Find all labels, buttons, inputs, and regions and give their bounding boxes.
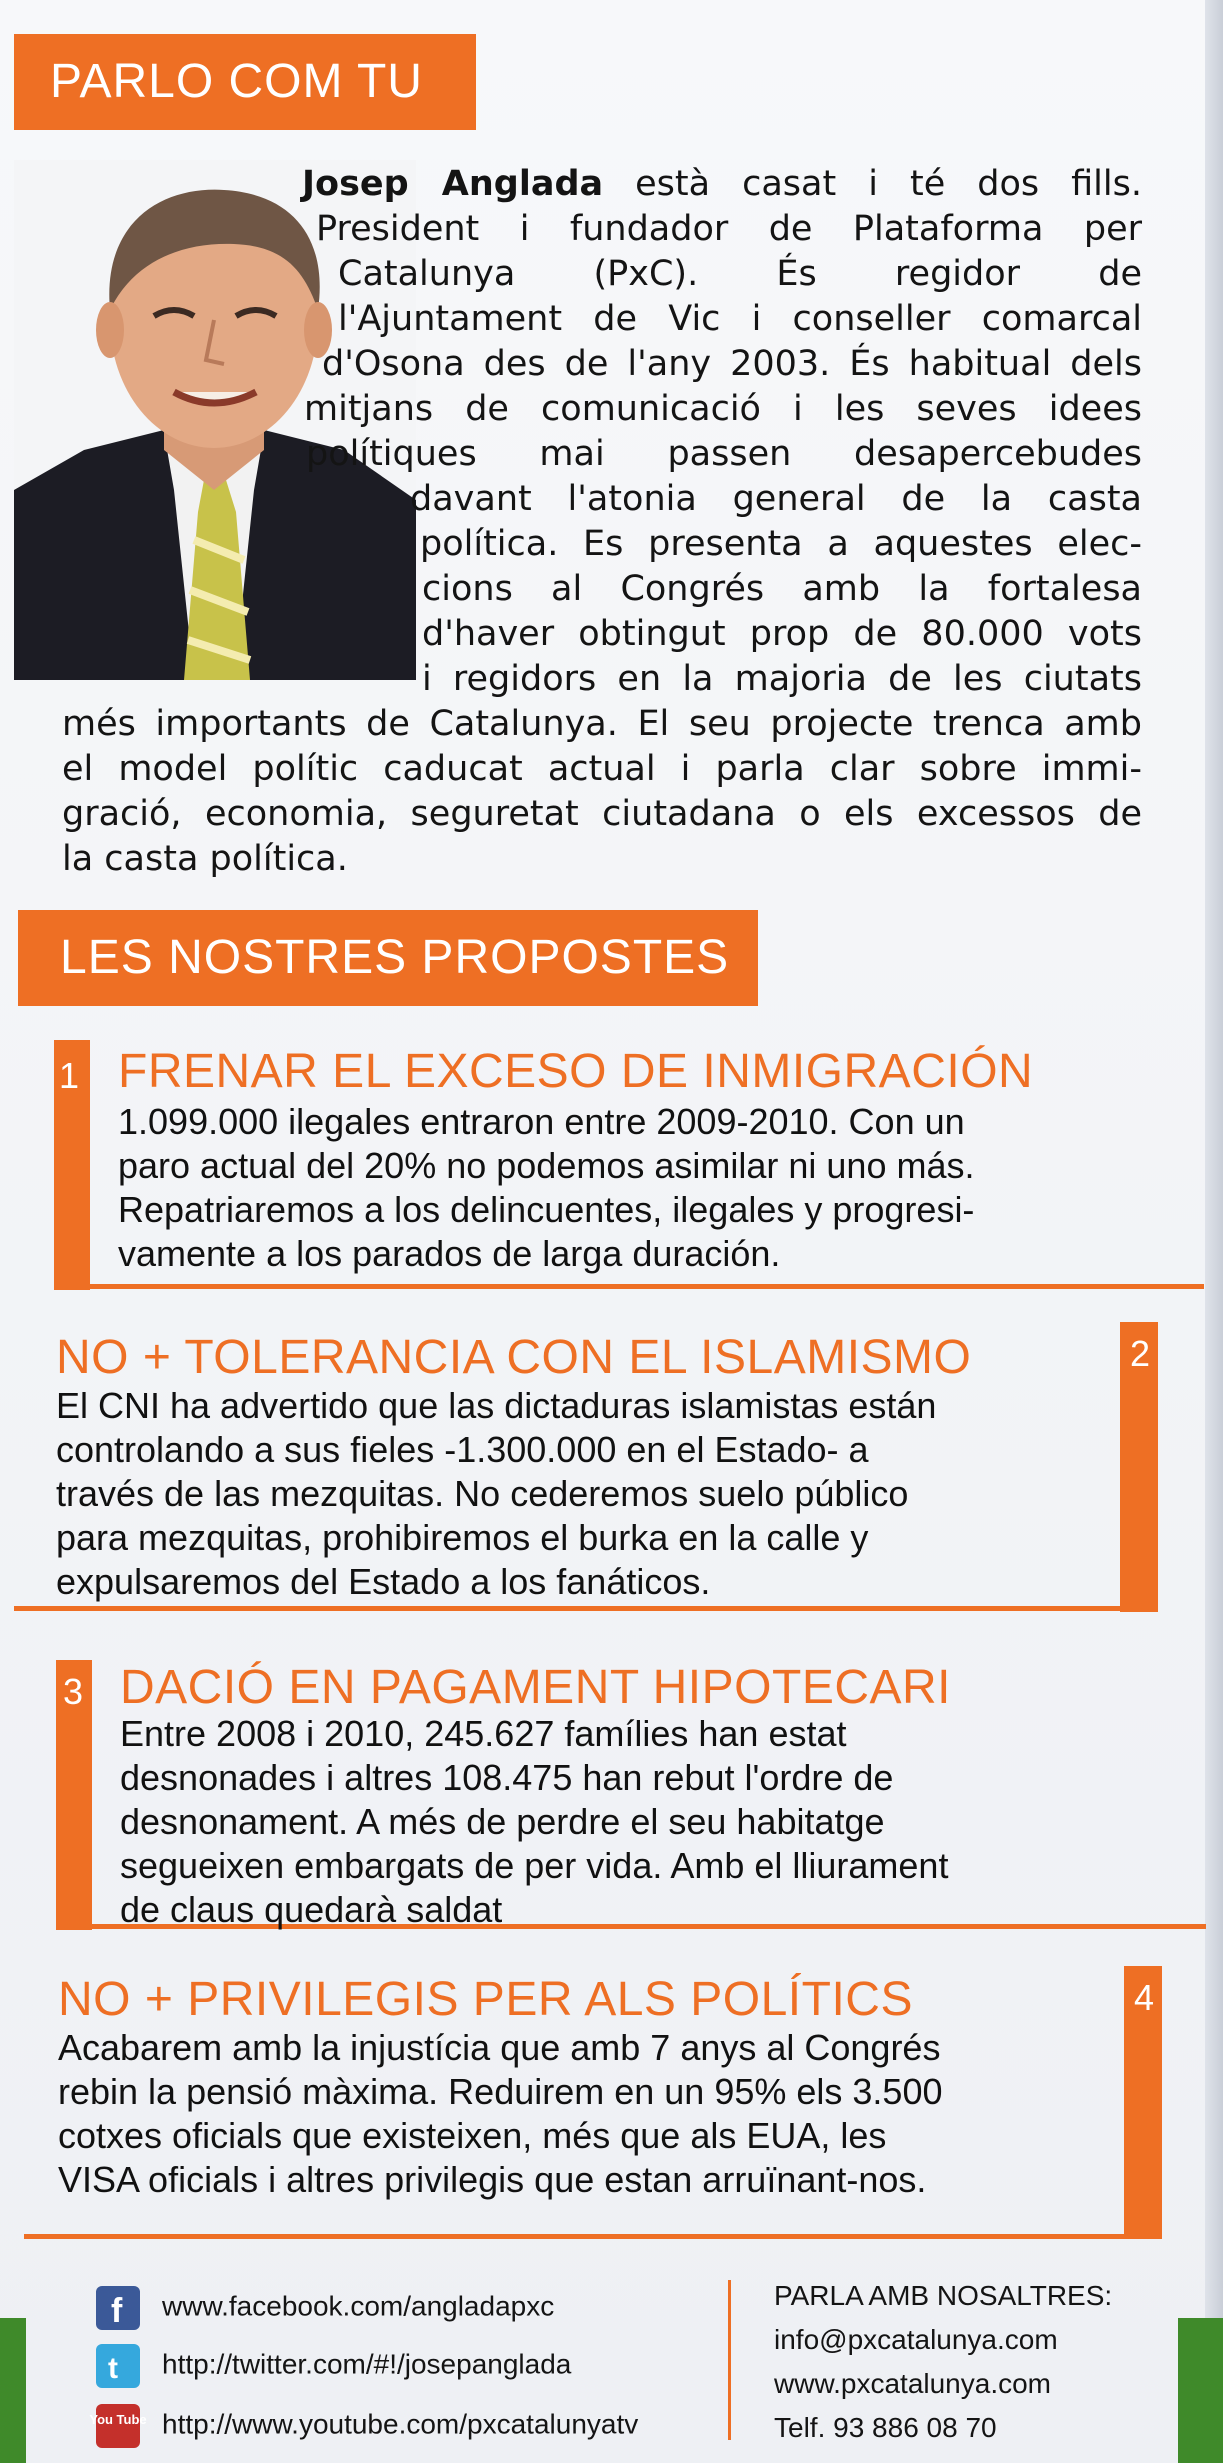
proposal-2-line: para mezquitas, prohibiremos el burka en la calle y (56, 1517, 869, 1558)
proposal-4-line: cotxes oficials que existeixen, més que als EUA, les (58, 2115, 887, 2156)
green-decoration-right (1178, 2318, 1223, 2463)
bio-line: el model polític caducat actual i parla clar sobre immi- (62, 749, 1142, 789)
proposal-4-title: NO + PRIVILEGIS PER ALS POLÍTICS (58, 1973, 913, 2026)
bio-line: polítiques mai passen desapercebudes (306, 434, 1142, 474)
youtube-icon (89, 2404, 147, 2448)
proposal-1-rule (54, 1284, 1204, 1289)
proposal-1-line: 1.099.000 ilegales entraron entre 2009-2010. Con un (118, 1101, 965, 1142)
bio-line: mitjans de comunicació i les seves idees (304, 389, 1142, 429)
twitter-link[interactable]: t http://twitter.com/#!/josepanglada (96, 2344, 571, 2388)
proposal-1-number: 1 (54, 1052, 84, 1100)
proposal-3-line: segueixen embargats de per vida. Amb el lliurament (120, 1845, 949, 1886)
svg-text:f: f (111, 2292, 123, 2330)
bio-line: més importants de Catalunya. El seu projecte trenca amb (62, 704, 1142, 744)
proposal-2-number: 2 (1124, 1330, 1156, 1378)
proposal-4-line: VISA oficials i altres privilegis que estan arruïnant-nos. (58, 2159, 927, 2200)
proposal-2-line: través de las mezquitas. No cederemos suelo público (56, 1473, 909, 1514)
bio-line: l'Ajuntament de Vic i conseller comarcal (338, 299, 1142, 339)
proposal-3-line: desnonament. A més de perdre el seu habitatge (120, 1801, 885, 1842)
proposal-1-line: paro actual del 20% no podemos asimilar ni uno más. (118, 1145, 975, 1186)
proposal-3-title: DACIÓ EN PAGAMENT HIPOTECARI (120, 1661, 952, 1714)
proposal-2-title: NO + TOLERANCIA CON EL ISLAMISMO (56, 1331, 972, 1384)
contact-phone: Telf. 93 886 08 70 (774, 2412, 997, 2443)
candidate-name: Josep Anglada (302, 164, 604, 204)
proposal-4-line: rebin la pensió màxima. Reduirem en un 95% els 3.500 (58, 2071, 943, 2112)
bio-line: Catalunya (PxC). És regidor de (338, 254, 1142, 294)
svg-text:t: t (108, 2352, 118, 2385)
bio-line: Josep Anglada està casat i té dos fills. (302, 164, 1142, 204)
bio-line: davant l'atonia general de la casta (410, 479, 1142, 519)
proposal-1-line: vamente a los parados de larga duración. (118, 1233, 781, 1274)
proposal-1-title: FRENAR EL EXCESO DE INMIGRACIÓN (118, 1045, 1034, 1098)
bio-line: gració, economia, seguretat ciutadana o els excessos de (62, 794, 1142, 834)
proposal-4-number: 4 (1128, 1974, 1160, 2022)
green-decoration-left (0, 2318, 26, 2463)
bio-line: President i fundador de Plataforma per (316, 209, 1142, 249)
bio-line: i regidors en la majoria de les ciutats (422, 659, 1142, 699)
proposal-2-line: expulsaremos del Estado a los fanáticos. (56, 1561, 711, 1602)
proposal-2-line: controlando a sus fieles -1.300.000 en el Estado- a (56, 1429, 869, 1470)
contact-website[interactable]: www.pxcatalunya.com (774, 2368, 1052, 2399)
proposal-4-rule (24, 2234, 1162, 2239)
header-banner: PARLO COM TU (14, 34, 476, 130)
facebook-link[interactable]: f www.facebook.com/angladapxc (96, 2286, 554, 2330)
bio-line: política. Es presenta a aquestes elec- (420, 524, 1142, 564)
proposal-3-number: 3 (58, 1668, 88, 1716)
bio-line: la casta política. (62, 839, 348, 879)
proposals-banner: LES NOSTRES PROPOSTES (18, 910, 758, 1006)
footer-divider (728, 2280, 731, 2440)
facebook-icon (96, 2286, 140, 2330)
youtube-link[interactable]: You Tube http://www.youtube.com/pxcatalunyatv (96, 2404, 638, 2448)
page-edge (1205, 0, 1223, 2463)
svg-text:You Tube: You Tube (89, 2412, 147, 2427)
proposal-4-line: Acabarem amb la injustícia que amb 7 anys al Congrés (58, 2027, 941, 2068)
proposal-1-line: Repatriaremos a los delincuentes, ilegales y progresi- (118, 1189, 975, 1230)
proposal-2-rule (14, 1606, 1158, 1611)
bio-line: d'Osona des de l'any 2003. És habitual dels (322, 344, 1142, 384)
contact-email[interactable]: info@pxcatalunya.com (774, 2324, 1058, 2355)
bio-line: cions al Congrés amb la fortalesa (422, 569, 1142, 609)
proposal-3-line: de claus quedarà saldat (120, 1889, 503, 1930)
twitter-icon (96, 2344, 140, 2388)
proposal-2-line: El CNI ha advertido que las dictaduras islamistas están (56, 1385, 937, 1426)
proposal-3-line: desnonades i altres 108.475 han rebut l'ordre de (120, 1757, 894, 1798)
bio-line: d'haver obtingut prop de 80.000 vots (422, 614, 1142, 654)
proposal-3-line: Entre 2008 i 2010, 245.627 famílies han estat (120, 1713, 847, 1754)
contact-heading: PARLA AMB NOSALTRES: (774, 2280, 1113, 2311)
